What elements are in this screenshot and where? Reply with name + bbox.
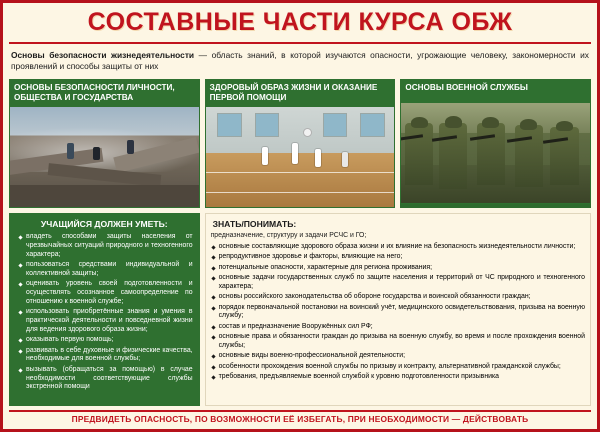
section-cards (9, 79, 591, 209)
list-item: основные виды военно-профессиональной деятельности; (211, 352, 585, 361)
list-item: репродуктивное здоровье и факторы, влияющие на него; (211, 253, 585, 262)
rescuer-figure (93, 147, 100, 160)
page-title: СОСТАВНЫЕ ЧАСТИ КУРСА ОБЖ (87, 8, 513, 36)
player-figure (262, 147, 268, 165)
list-item: потенциальные опасности, характерные для региона проживания; (211, 264, 585, 273)
soldier-figure (439, 123, 467, 189)
list-item: оценивать уровень своей подготовленности и осуществлять осознанное самоопределение по отношению к военной службе; (18, 280, 193, 306)
volleyball (304, 129, 311, 136)
rubble-slab (10, 185, 199, 207)
definition-text: — область знаний, в которой изучаются опасности, угрожающие человеку, закономерности их проявлений и способы защиты от них (11, 50, 589, 72)
soldier-figure (477, 123, 505, 185)
soldier-figure (515, 125, 543, 187)
list-item: основы российского законодательства об обороне государства и воинской обязанности граждан; (211, 293, 585, 302)
gym-window (323, 113, 348, 137)
skills-body (10, 233, 199, 398)
soldier-figure (550, 127, 578, 185)
list-item: оказывать первую помощь; (18, 336, 193, 345)
rescue-rubble-photo (9, 107, 200, 208)
card-title: ОСНОВЫ ВОЕННОЙ СЛУЖБЫ (400, 79, 591, 103)
list-item: состав и предназначение Вооружённых сил РФ; (211, 323, 585, 332)
card-title: ЗДОРОВЫЙ ОБРАЗ ЖИЗНИ И ОКАЗАНИЕ ПЕРВОЙ ПОМОЩИ (205, 79, 396, 108)
player-figure (342, 152, 348, 167)
list-item: использовать приобретённые знания и умения в практической деятельности и повседневной жизни для ведения здорового образа жизни; (18, 308, 193, 334)
list-item: основные составляющие здорового образа жизни и их влияние на безопасность жизнедеятельности личности; (211, 243, 585, 252)
knowledge-intro: предназначение, структуру и задачи РСЧС и ГО; (210, 232, 367, 240)
gym-window (360, 113, 385, 137)
section-card-military-service (400, 79, 591, 209)
list-item: развивать в себе духовные и физические качества, необходимые для военной службы; (18, 347, 193, 365)
list-item: основные задачи государственных служб по защите населения и территорий от ЧС природного и техногенного характера; (211, 274, 585, 292)
section-card-personal-safety (9, 79, 200, 209)
poster-footer-slogan: ПРЕДВИДЕТЬ ОПАСНОСТЬ, ПО ВОЗМОЖНОСТИ ЕЁ ИЗБЕГАТЬ, ПРИ НЕОБХОДИМОСТИ — ДЕЙСТВОВАТЬ (9, 410, 591, 424)
list-item: владеть способами защиты населения от чрезвычайных ситуаций природного и техногенного характера; (18, 233, 193, 259)
definition-term: Основы безопасности жизнедеятельности (11, 50, 195, 60)
gym-window (255, 113, 280, 137)
gym-volleyball-photo (205, 107, 396, 208)
poster-title-bar (3, 3, 597, 39)
section-card-healthy-lifestyle (205, 79, 396, 209)
list-item: пользоваться средствами индивидуальной и коллективной защиты; (18, 261, 193, 279)
knowledge-column (205, 213, 591, 406)
court-line (206, 172, 395, 173)
rescuer-figure (67, 143, 74, 159)
list-item: вызывать (обращаться за помощью) в случае необходимости соответствующие службы экстренной помощи (18, 366, 193, 392)
list-item: особенности прохождения военной службы по призыву и контракту, альтернативной гражданской службы; (211, 363, 585, 372)
skills-list (18, 233, 193, 392)
gym-window (217, 113, 242, 137)
player-figure (292, 143, 298, 164)
list-item: основные права и обязанности граждан до призыва на военную службу, во время и после прохождения военной службы; (211, 333, 585, 351)
card-title: ОСНОВЫ БЕЗОПАСНОСТИ ЛИЧНОСТИ, ОБЩЕСТВА И ГОСУДАРСТВА (9, 79, 200, 108)
title-divider (9, 42, 591, 44)
knowledge-heading: ЗНАТЬ/ПОНИМАТЬ: (212, 219, 297, 230)
requirements-columns (9, 213, 591, 406)
skills-heading: УЧАЩИЙСЯ ДОЛЖЕН УМЕТЬ: (40, 219, 168, 230)
soldiers-shooting-photo (400, 103, 591, 204)
rescuer-figure (127, 140, 134, 154)
knowledge-list (211, 243, 585, 382)
list-item: требования, предъявляемые военной службой к уровню подготовленности призывника (211, 373, 585, 382)
court-line (206, 192, 395, 193)
skills-column (9, 213, 200, 406)
player-figure (315, 149, 321, 167)
definition-block (9, 48, 591, 75)
soldier-figure (405, 123, 433, 185)
list-item: порядок первоначальной постановки на воинский учёт, медицинского освидетельствования, призыва на военную службу; (211, 304, 585, 322)
gym-floor (206, 153, 395, 207)
